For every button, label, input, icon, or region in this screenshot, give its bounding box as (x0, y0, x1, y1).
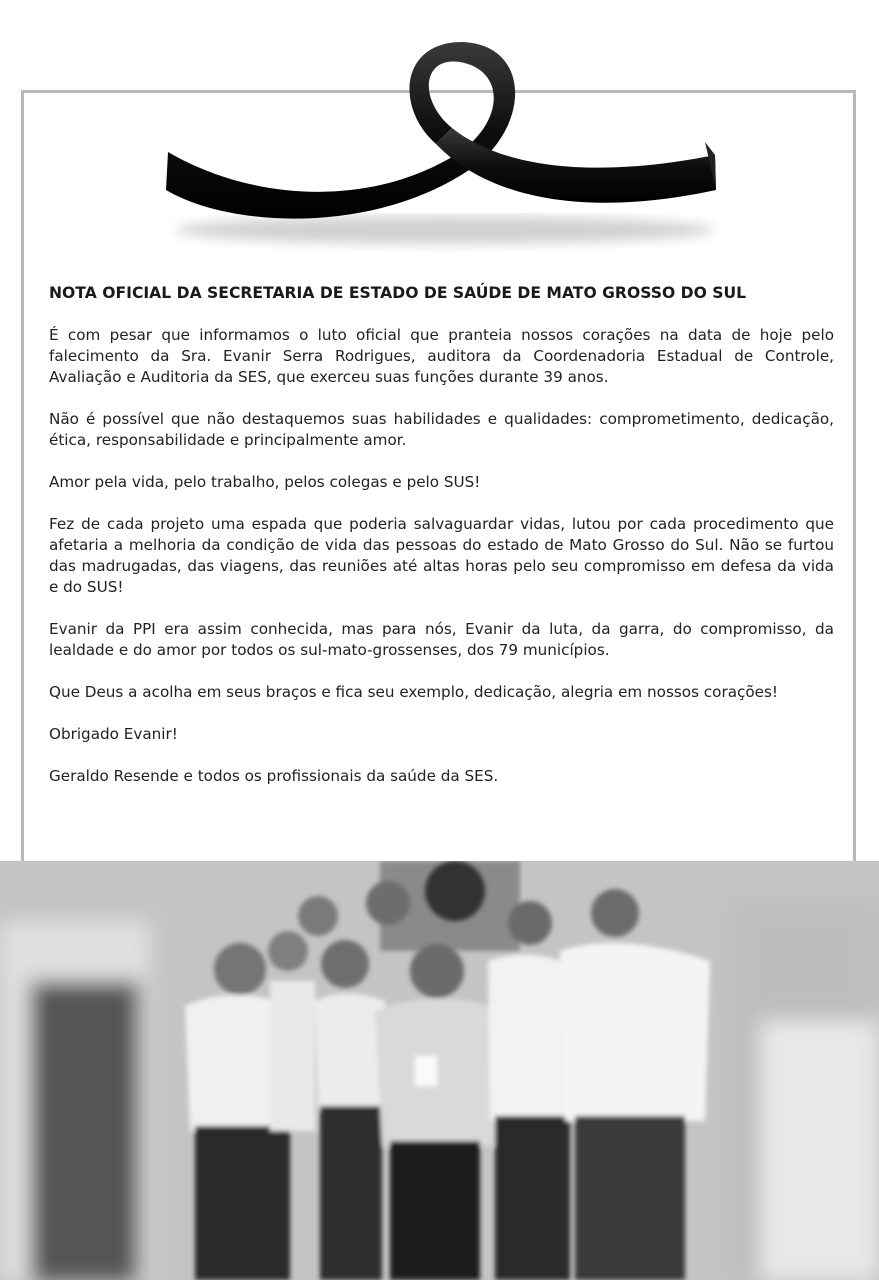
paragraph: Fez de cada projeto uma espada que poderia salvaguardar vidas, lutou por cada procedimento que afetaria a melhoria da condição de vida das pessoas do estado de Mato Grosso do Sul. Não se furtou das madrugadas, das viagens, das reuniões até altas horas pelo seu compromisso em defesa da vida e do SUS! (49, 515, 834, 596)
paragraph: É com pesar que informamos o luto oficial que pranteia nossos corações na data de hoje pelo falecimento da Sra. Evanir Serra Rodrigues, auditora da Coordenadoria Estadual de Controle, Avaliação e Auditoria da SES, que exerceu suas funções durante 39 anos. (49, 326, 834, 386)
black-mourning-ribbon-icon (160, 40, 730, 255)
group-photo (0, 861, 879, 1280)
signature: Geraldo Resende e todos os profissionais da saúde da SES. (49, 767, 499, 785)
paragraph: Não é possível que não destaquemos suas habilidades e qualidades: comprometimento, dedicação, ética, responsabilidade e principalmente amor. (49, 410, 834, 449)
document-body (49, 325, 834, 808)
paragraph: Que Deus a acolha em seus braços e fica seu exemplo, dedicação, alegria em nossos corações! (49, 683, 778, 701)
group-photo-illustration (0, 861, 879, 1280)
paragraph: Evanir da PPI era assim conhecida, mas para nós, Evanir da luta, da garra, do compromisso, da lealdade e do amor por todos os sul-mato-grossenses, dos 79 municípios. (49, 620, 834, 659)
page-title: NOTA OFICIAL DA SECRETARIA DE ESTADO DE SAÚDE DE MATO GROSSO DO SUL (49, 284, 747, 302)
paragraph: Amor pela vida, pelo trabalho, pelos colegas e pelo SUS! (49, 473, 481, 491)
paragraph: Obrigado Evanir! (49, 725, 178, 743)
